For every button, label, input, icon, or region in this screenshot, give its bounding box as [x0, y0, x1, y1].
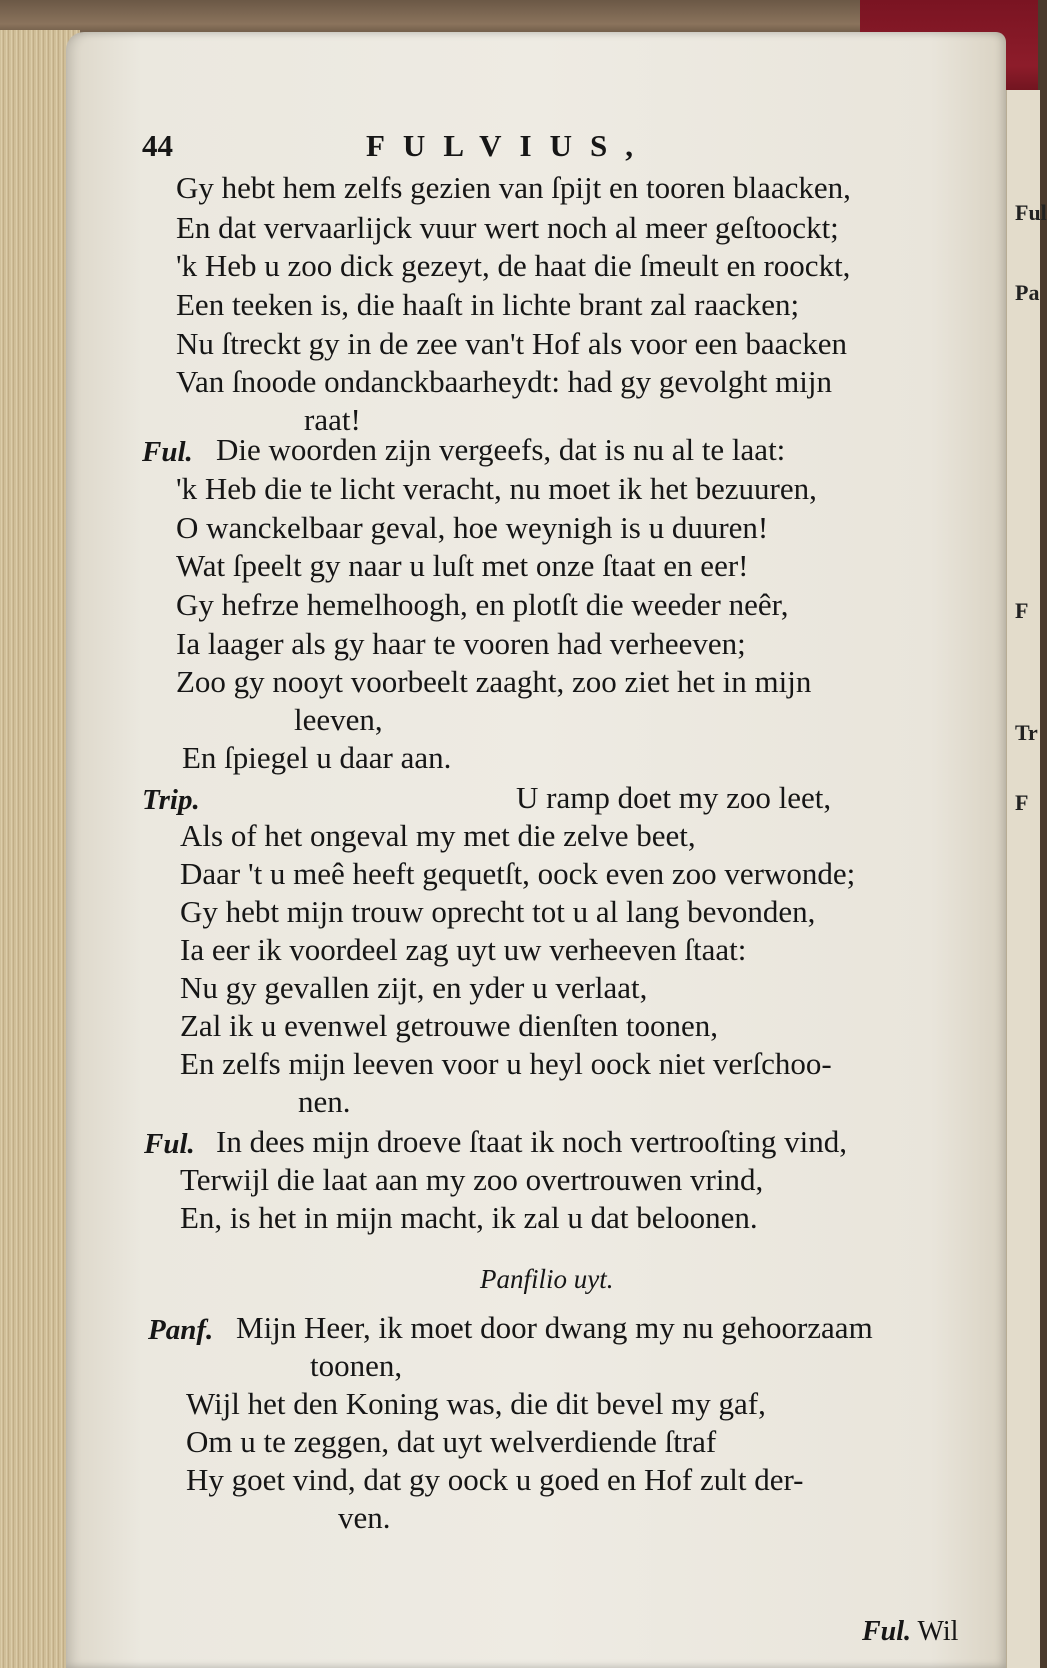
verse-line: Ia eer ik voordeel zag uyt uw verheeven ſtaat: — [180, 932, 747, 967]
verse-line: Gy hebt hem zelfs gezien van ſpijt en tooren blaacken, — [176, 170, 851, 205]
verse-line: Als of het ongeval my met die zelve beet, — [180, 818, 696, 853]
verse-line: 'k Heb die te licht veracht, nu moet ik het bezuuren, — [176, 471, 817, 506]
verse-line: ven. — [338, 1500, 391, 1535]
verse-line: leeven, — [294, 702, 383, 737]
book-page — [66, 32, 1006, 1668]
margin-fragment: Ful — [1015, 200, 1047, 225]
verse-line: raat! — [304, 402, 361, 437]
stage-direction: Panfilio uyt. — [480, 1264, 614, 1294]
verse-line: En, is het in mijn macht, ik zal u dat beloonen. — [180, 1200, 758, 1235]
verse-line: nen. — [298, 1084, 351, 1119]
verse-line: Van ſnoode ondanckbaarheydt: had gy gevolght mijn — [176, 364, 833, 399]
catchword-word: Wil — [917, 1616, 959, 1647]
running-title: FULVIUS, — [366, 128, 651, 163]
verse-line: Daar 't u meê heeft gequetſt, oock even zoo verwonde; — [180, 856, 856, 891]
verse-line: Een teeken is, die haaſt in lichte brant zal raacken; — [176, 287, 800, 322]
catchword — [862, 1616, 958, 1648]
verse-line: Die woorden zijn vergeefs, dat is nu al te laat: — [216, 432, 786, 467]
verse-line: Hy goet vind, dat gy oock u goed en Hof zult der- — [186, 1462, 804, 1497]
speaker-label: Panf. — [148, 1314, 214, 1346]
verse-line: Nu ſtreckt gy in de zee van't Hof als voor een baacken — [176, 326, 847, 361]
margin-fragment: Tr — [1015, 720, 1038, 745]
margin-fragment: F — [1015, 598, 1029, 623]
verse-line: En zelfs mijn leeven voor u heyl oock niet verſchoo- — [180, 1046, 832, 1081]
margin-fragment: F — [1015, 790, 1029, 815]
verse-line: toonen, — [310, 1348, 403, 1383]
verse-line: Nu gy gevallen zijt, en yder u verlaat, — [180, 970, 648, 1005]
page-text — [66, 32, 1006, 1668]
verse-line: O wanckelbaar geval, hoe weynigh is u duuren! — [176, 510, 769, 545]
verse-line: Om u te zeggen, dat uyt welverdiende ſtraf — [186, 1424, 717, 1459]
speaker-label: Trip. — [142, 784, 200, 816]
verse-line: En ſpiegel u daar aan. — [182, 740, 452, 775]
margin-fragment: Pa — [1015, 280, 1040, 305]
verse-line: 'k Heb u zoo dick gezeyt, de haat die ſmeult en roockt, — [176, 248, 851, 283]
verse-line: Wat ſpeelt gy naar u luſt met onze ſtaat en eer! — [176, 548, 749, 583]
verse-line: Gy hefrze hemelhoogh, en plotſt die weeder neêr, — [176, 587, 789, 622]
verse-line: En dat vervaarlijck vuur wert noch al meer geſtoockt; — [176, 210, 839, 245]
verse-line: Terwijl die laat aan my zoo overtrouwen vrind, — [180, 1162, 764, 1197]
speaker-label: Ful. — [144, 1128, 195, 1160]
verse-line: Gy hebt mijn trouw oprecht tot u al lang bevonden, — [180, 894, 816, 929]
facing-page — [1005, 90, 1047, 1668]
verse-line: Mijn Heer, ik moet door dwang my nu gehoorzaam — [236, 1310, 873, 1345]
verse-line: U ramp doet my zoo leet, — [516, 780, 832, 815]
verse-line: Wijl het den Koning was, die dit bevel my gaf, — [186, 1386, 766, 1421]
verse-line: Ia laager als gy haar te vooren had verheeven; — [176, 626, 746, 661]
catchword-speaker: Ful. — [862, 1616, 912, 1647]
verse-line: In dees mijn droeve ſtaat ik noch vertrooſting vind, — [216, 1124, 848, 1159]
speaker-label: Ful. — [142, 436, 193, 468]
verse-line: Zoo gy nooyt voorbeelt zaaght, zoo ziet het in mijn — [176, 664, 812, 699]
verse-line: Zal ik u evenwel getrouwe dienſten toonen, — [180, 1008, 719, 1043]
page-number: 44 — [142, 128, 173, 163]
